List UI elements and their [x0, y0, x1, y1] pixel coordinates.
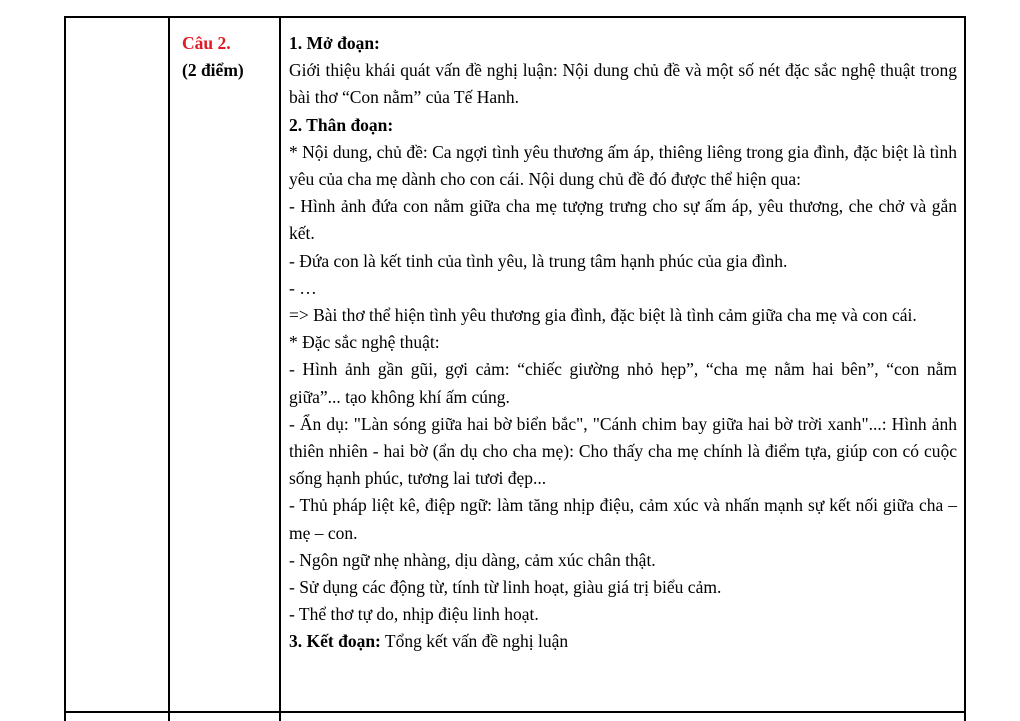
conclusion-line: [289, 628, 957, 655]
paragraph: * Nội dung, chủ đề: Ca ngợi tình yêu thương ấm áp, thiêng liêng trong gia đình, đặc biệt là tình yêu của cha mẹ dành cho con cái. Nội dung chủ đề đó được thể hiện qua:: [289, 141, 957, 190]
paragraph: - Sử dụng các động từ, tính từ linh hoạt, giàu giá trị biểu cảm.: [289, 577, 722, 598]
paragraph: - Ẩn dụ: "Làn sóng giữa hai bờ biển bắc", "Cánh chim bay giữa hai bờ trời xanh"...: Hình ảnh thiên nhiên - hai bờ (ẩn dụ cho cha mẹ): Cho thấy cha mẹ chính là điểm tựa, giúp con có cuộc sống hạnh phúc, tương lai tươi đẹp...: [289, 413, 957, 489]
question-label: Câu 2.: [182, 33, 231, 53]
column-divider-1: [168, 16, 170, 721]
paragraph: - …: [289, 277, 317, 298]
section-heading-body: 2. Thân đoạn:: [289, 114, 394, 135]
column-divider-2: [279, 16, 281, 721]
paragraph: - Hình ảnh đứa con nằm giữa cha mẹ tượng trưng cho sự ấm áp, yêu thương, che chở và gắn kết.: [289, 196, 957, 244]
answer-cell: [289, 30, 957, 656]
row-divider: [64, 711, 966, 713]
question-cell: [182, 30, 244, 84]
paragraph: Giới thiệu khái quát vấn đề nghị luận: Nội dung chủ đề và một số nét đặc sắc nghệ thuật trong bài thơ “Con nằm” của Tế Hanh.: [289, 60, 957, 108]
conclusion-text: Tổng kết vấn đề nghị luận: [380, 631, 569, 652]
section-heading-intro: 1. Mở đoạn:: [289, 33, 380, 53]
section-heading-conclusion: 3. Kết đoạn:: [289, 631, 381, 652]
paragraph: - Hình ảnh gần gũi, gợi cảm: “chiếc giường nhỏ hẹp”, “cha mẹ nằm hai bên”, “con nằm giữa”... tạo không khí ấm cúng.: [289, 359, 957, 407]
paragraph: * Đặc sắc nghệ thuật:: [289, 332, 440, 353]
paragraph: - Ngôn ngữ nhẹ nhàng, dịu dàng, cảm xúc chân thật.: [289, 549, 656, 570]
question-points: (2 điểm): [182, 60, 244, 81]
paragraph: - Thể thơ tự do, nhịp điệu linh hoạt.: [289, 604, 539, 625]
paragraph: => Bài thơ thể hiện tình yêu thương gia đình, đặc biệt là tình cảm giữa cha mẹ và con cái.: [289, 305, 917, 326]
paragraph: - Đứa con là kết tinh của tình yêu, là trung tâm hạnh phúc của gia đình.: [289, 250, 788, 271]
paragraph: - Thủ pháp liệt kê, điệp ngữ: làm tăng nhịp điệu, cảm xúc và nhấn mạnh sự kết nối giữa cha – mẹ – con.: [289, 495, 957, 543]
